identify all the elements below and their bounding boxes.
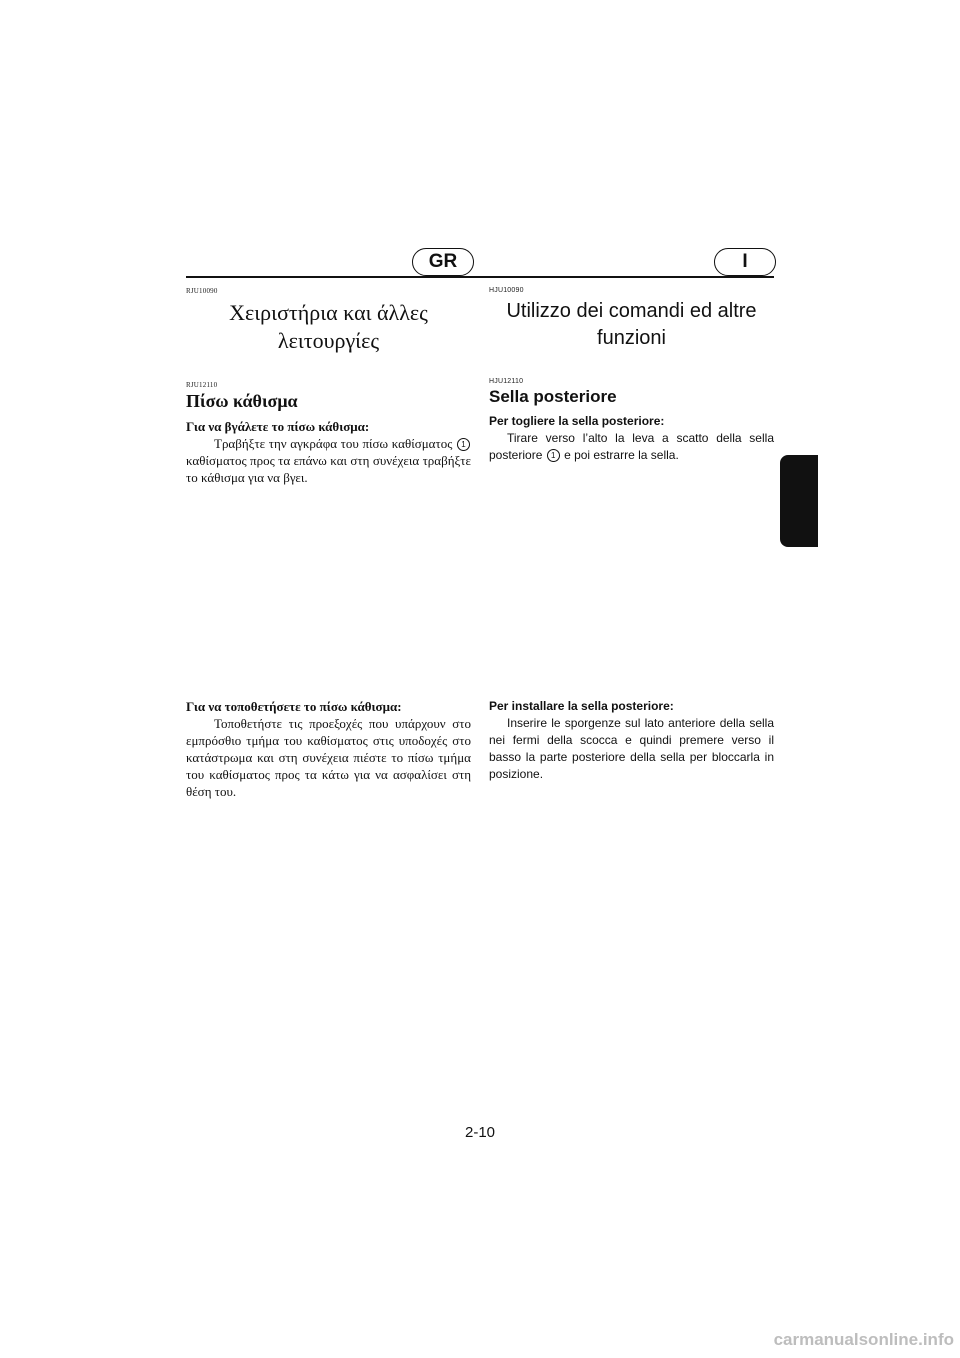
section-title: Sella posteriore <box>489 387 617 406</box>
subsection-code: RJU12110 <box>186 381 218 389</box>
page-title: Utilizzo dei comandi ed altre funzioni <box>506 300 757 349</box>
callout-number: 1 <box>547 449 560 462</box>
section-code: RJU10090 <box>186 287 218 295</box>
language-badge-gr: GR <box>412 248 474 276</box>
section-code: HJU10090 <box>489 287 524 294</box>
remove-heading: Per togliere la sella posteriore: <box>489 414 665 428</box>
install-instructions: Inserire le sporgenze sul lato anteriore della sella nei fermi della scocca e quindi premere verso il basso la parte posteriore della sella per bloccarla in posizione. <box>489 716 774 781</box>
page-number: 2-10 <box>464 1124 496 1141</box>
header-rule <box>186 276 774 278</box>
remove-heading: Για να βγάλετε το πίσω κάθισμα: <box>186 419 370 434</box>
italian-column <box>489 287 774 464</box>
watermark: carmanualsonline.info <box>773 1330 954 1349</box>
chapter-tab <box>780 455 818 547</box>
install-instructions: Τοποθετήστε τις προεξοχές που υπάρχουν στο εμπρόσθιο τμήμα του καθίσματος στις υποδοχές στο κατάστρωμα και στη συνέχεια πιέστε το πίσω τμήμα του καθίσματος προς τα κάτω για να ασφαλίσει στη θέση του. <box>186 716 471 799</box>
section-title: Πίσω κάθισμα <box>186 391 298 411</box>
italian-install-section <box>489 698 774 783</box>
language-badge-it: I <box>714 248 776 276</box>
subsection-code: HJU12110 <box>489 378 524 385</box>
greek-install-section <box>186 698 471 800</box>
callout-number: 1 <box>457 438 470 451</box>
install-heading: Per installare la sella posteriore: <box>489 699 674 713</box>
remove-instructions: Τραβήξτε την αγκράφα του πίσω καθίσματος 1 καθίσματος προς τα επάνω και στη συνέχεια τραβήξτε το κάθισμα για να βγει. <box>186 436 471 485</box>
remove-instructions: Tirare verso l’alto la leva a scatto della sella posteriore 1 e poi estrarre la sella. <box>489 431 774 462</box>
page-title: Χειριστήρια και άλλες λειτουργίες <box>229 300 428 353</box>
greek-column <box>186 287 471 486</box>
install-heading: Για να τοποθετήσετε το πίσω κάθισμα: <box>186 699 402 714</box>
